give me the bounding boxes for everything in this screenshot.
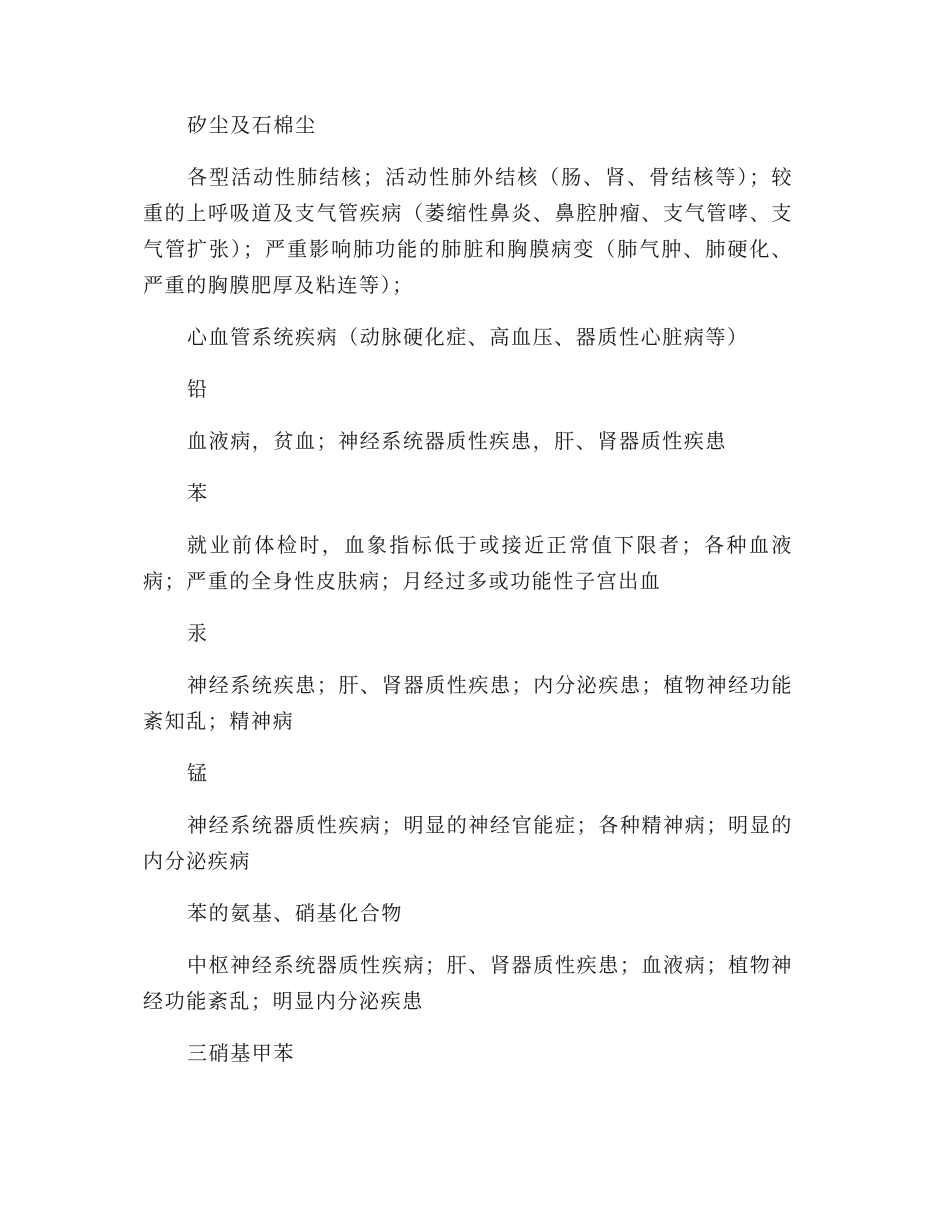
document-body <box>143 107 793 1087</box>
paragraph-cardiovascular-diseases: 心血管系统疾病（动脉硬化症、高血压、器质性心脏病等） <box>187 325 749 349</box>
paragraph-manganese-heading: 锰 <box>187 761 209 785</box>
paragraph-amino-nitro-benzene-heading: 苯的氨基、硝基化合物 <box>187 901 403 925</box>
paragraph-manganese-contraindications: 神经系统器质性疾病；明显的神经官能症；各种精神病；明显的内分泌疾病 <box>143 813 793 873</box>
paragraph-silica-dust-heading: 矽尘及石棉尘 <box>187 113 317 137</box>
paragraph-mercury-heading: 汞 <box>187 621 209 645</box>
paragraph-lead-heading: 铅 <box>187 377 209 401</box>
paragraph-silica-dust-contraindications: 各型活动性肺结核；活动性肺外结核（肠、肾、骨结核等）；较重的上呼吸道及支气管疾病（萎缩性鼻炎、鼻腔肿瘤、支气管哮、支气管扩张）；严重影响肺功能的肺脏和胸膜病变（肺气肿、肺硬化、严重的胸膜肥厚及粘连等）； <box>143 165 793 297</box>
paragraph-mercury-contraindications: 神经系统疾患；肝、肾器质性疾患；内分泌疾患；植物神经功能紊知乱；精神病 <box>143 673 793 733</box>
paragraph-benzene-contraindications: 就业前体检时，血象指标低于或接近正常值下限者；各种血液病；严重的全身性皮肤病；月经过多或功能性子宫出血 <box>143 533 793 593</box>
paragraph-lead-contraindications: 血液病，贫血；神经系统器质性疾患，肝、肾器质性疾患 <box>187 429 727 453</box>
paragraph-amino-nitro-benzene-contraindications: 中枢神经系统器质性疾病；肝、肾器质性疾患；血液病；植物神经功能紊乱；明显内分泌疾患 <box>143 953 793 1013</box>
paragraph-benzene-heading: 苯 <box>187 481 209 505</box>
paragraph-trinitrotoluene-heading: 三硝基甲苯 <box>187 1041 295 1065</box>
